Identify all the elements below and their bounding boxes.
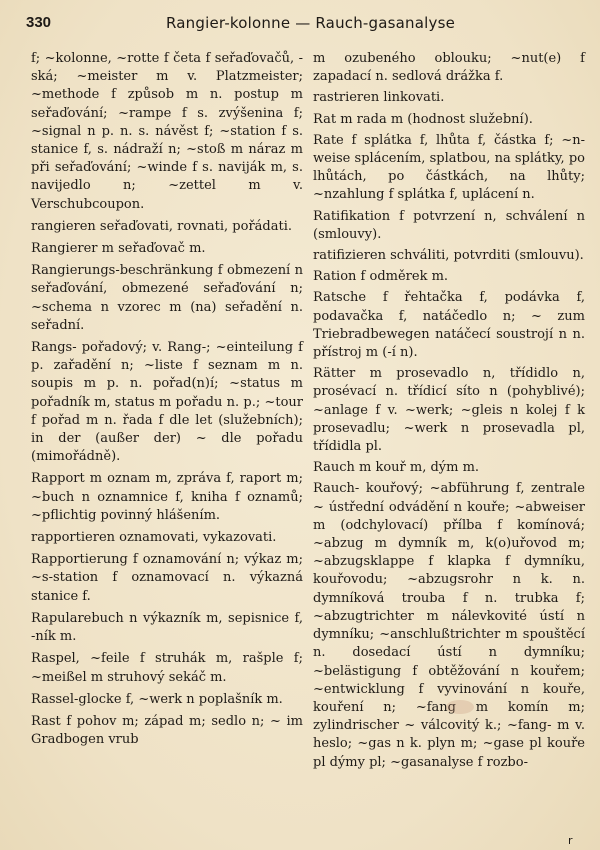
paper-stain — [446, 700, 474, 714]
left-column — [31, 50, 303, 753]
page-number: 330 — [26, 14, 52, 31]
entry-rangierungs-beschraenkung: Rangierungs-beschränkung f obmezení n seřaďování, obmezené seřaďování n; ~schema n vzorec m (na) seřadění n. seřadní. — [31, 263, 303, 333]
entry-rangs: Rangs- pořadový; v. Rang-; ~einteilung f p. zařadění n; ~liste f seznam m n. soupis m p. n. pořad(n)í; ~status m pořadník m, status m pořadu n. p.; ~tour f pořad m n. řada f dle let (služebních); in der (außer der) ~ dle pořadu (mimořádně). — [31, 340, 303, 465]
entry-rangierer: Rangierer m seřaďovač m. — [31, 241, 206, 257]
entry-rapportieren: rapportieren oznamovati, vykazovati. — [31, 530, 277, 546]
entry-rapport: Rapport m oznam m, zpráva f, raport m; ~buch n oznamnice f, kniha f oznamů; ~pflichtig povinný hlášením. — [31, 471, 303, 523]
entry-rast-continued: m ozubeného oblouku; ~nut(e) f zapadací n. sedlová drážka f. — [313, 51, 585, 85]
entry-raspel: Raspel, ~feile f struhák m, rašple f; ~meißel m struhový sekáč m. — [31, 651, 303, 685]
entry-rauch: Rauch m kouř m, dým m. — [313, 460, 480, 476]
entry-ratifizieren: ratifizieren schváliti, potvrditi (smlouvu). — [313, 248, 584, 264]
entry-rassel-glocke: Rassel-glocke f, ~werk n poplašník m. — [31, 691, 283, 707]
entry-ration: Ration f odměrek m. — [313, 269, 449, 285]
entry-rastrieren: rastrieren linkovati. — [313, 90, 445, 106]
entry-rate: Rate f splátka f, lhůta f, částka f; ~n-weise splácením, splatbou, na splátky, po lhůtách, po částkách, na lhůty; ~nzahlung f splátka f, uplácení n. — [313, 132, 585, 203]
entry-ratsche: Ratsche f řehtačka f, podávka f, podavačka f, natáčedlo n; ~ zum Triebradbewegen natáčecí soustrojí n n. přístroj m (-í n). — [313, 290, 585, 361]
entry-rapportierung: Rapportierung f oznamování n; výkaz m; ~s-station f oznamovací n. výkazná stanice f. — [31, 552, 303, 604]
entry-rapularebuch: Rapularebuch n výkazník m, sepisnice f, -ník m. — [31, 610, 303, 645]
entry-rat: Rat m rada m (hodnost služební). — [313, 111, 533, 127]
entry-kolonne: f; ~kolonne, ~rotte f četa f seřaďovačů, -ská; ~meister m v. Platzmeister; ~methode f způsob m n. postup m seřaďování; ~rampe f s. zvýšenina f; ~signal n p. n. s. návěst f; ~station f s. stanice f, s. nádraží n; ~stoß m náraz m při seřaďování; ~winde f s. naviják m, s. navijedlo n; ~zettel m v. Verschubcoupon. — [31, 51, 303, 212]
entry-raetter: Rätter m prosevadlo n, třídidlo n, prosévací n. třídicí síto n (pohyblivé); ~anlage f v. ~werk; ~gleis n kolej f k prosevadlu; ~werk n prosevadla pl, třídidla pl. — [313, 366, 585, 455]
running-head: Rangier-kolonne — Rauch-gasanalyse — [166, 14, 456, 32]
entry-rangieren: rangieren seřaďovati, rovnati, pořádati. — [31, 218, 292, 234]
entry-rauch-compound: Rauch- kouřový; ~abführung f, zentrale ~ ústřední odvádění n kouře; ~abweiser m (odchylovací) přílba f komínová; ~abzug m dymník m, k(o)uřovod m; ~abzugsklappe f klapka f dymníku, kouřovodu; ~abzugsrohr n k. n. dymníková trouba f n. trubka f; ~abzugtrichter m nálevkovité ústí n dymníku; ~anschlußtrichter m spouštěcí n. dosedací ústí n dymníku; ~belästigung f obtěžování n kouřem; ~entwicklung f vyvinování n kouře, kouření n; ~fang m komín m; zylindrischer ~ válcovitý k.; ~fang- m v. heslo; ~gas n k. plyn m; ~gase pl kouře pl dýmy pl; ~gasanalyse f rozbo- — [313, 481, 585, 770]
right-column — [313, 50, 585, 775]
entry-rast: Rast f pohov m; západ m; sedlo n; ~ im Gradbogen vrub — [31, 713, 303, 748]
corner-mark: r — [568, 834, 573, 847]
entry-ratifikation: Ratifikation f potvrzení n, schválení n (smlouvy). — [313, 208, 585, 242]
page-header — [26, 8, 574, 38]
